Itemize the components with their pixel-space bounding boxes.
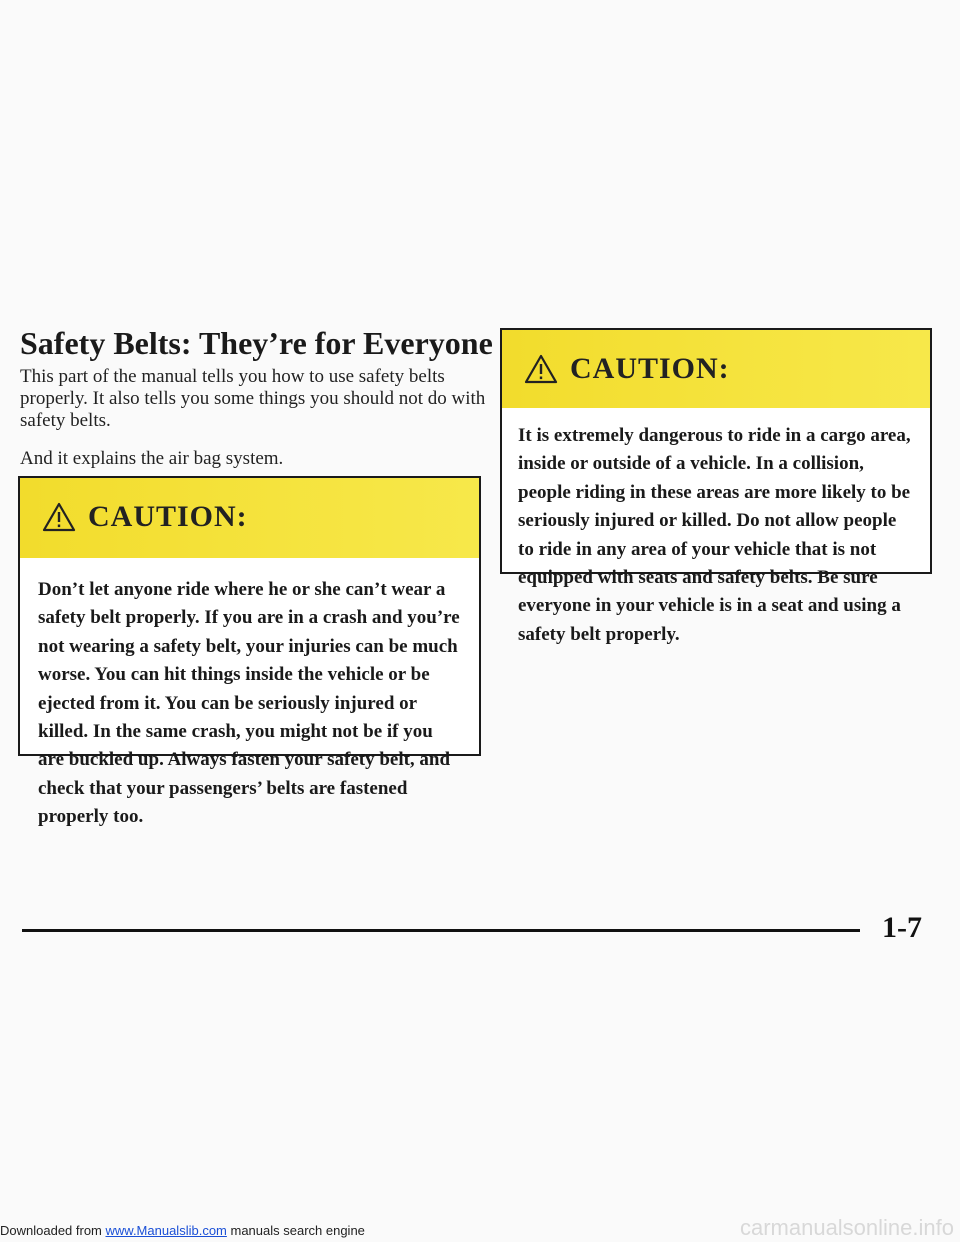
download-prefix: Downloaded from — [0, 1223, 106, 1238]
caution-label: CAUTION: — [570, 352, 730, 385]
download-banner — [0, 1222, 520, 1240]
intro-paragraph: This part of the manual tells you how to use safety belts properly. It also tells you some things you should not do with safety belts. — [20, 366, 486, 431]
intro-text — [20, 366, 490, 470]
page-number: 1-7 — [882, 911, 922, 944]
download-suffix: manuals search engine — [226, 1223, 365, 1238]
caution-text: It is extremely dangerous to ride in a cargo area, inside or outside of a vehicle. In a collision, people riding in these areas are more likely to be seriously injured or killed. Do not allow people to ride in any area of your vehicle that is not equipped with seats and safety belts. Be sure everyone in your vehicle is in a seat and using a safety belt properly. — [518, 425, 911, 645]
caution-box-cargo-area — [500, 328, 932, 645]
warning-triangle-icon — [42, 502, 76, 532]
caution-box-safety-belt — [18, 476, 481, 828]
caution-header — [502, 330, 930, 408]
watermark: carmanualsonline.info — [739, 1215, 954, 1240]
intro-paragraph: And it explains the air bag system. — [20, 448, 284, 469]
caution-text: Don’t let anyone ride where he or she can’t wear a safety belt properly. If you are in a crash and you’re not wearing a safety belt, your injuries can be much worse. You can hit things inside the vehicle or be ejected from it. You can be seriously injured or killed. In the same crash, you might not be if you are buckled up. Always fasten your safety belt, and check that your passengers’ belts are fastened properly too. — [38, 579, 460, 828]
section-title: Safety Belts: They’re for Everyone — [20, 325, 493, 361]
caution-label: CAUTION: — [88, 500, 248, 533]
manualslib-link[interactable]: www.Manualslib.com — [105, 1223, 227, 1238]
footer-rule — [22, 929, 860, 932]
warning-triangle-icon — [524, 354, 558, 384]
caution-header — [20, 478, 479, 558]
